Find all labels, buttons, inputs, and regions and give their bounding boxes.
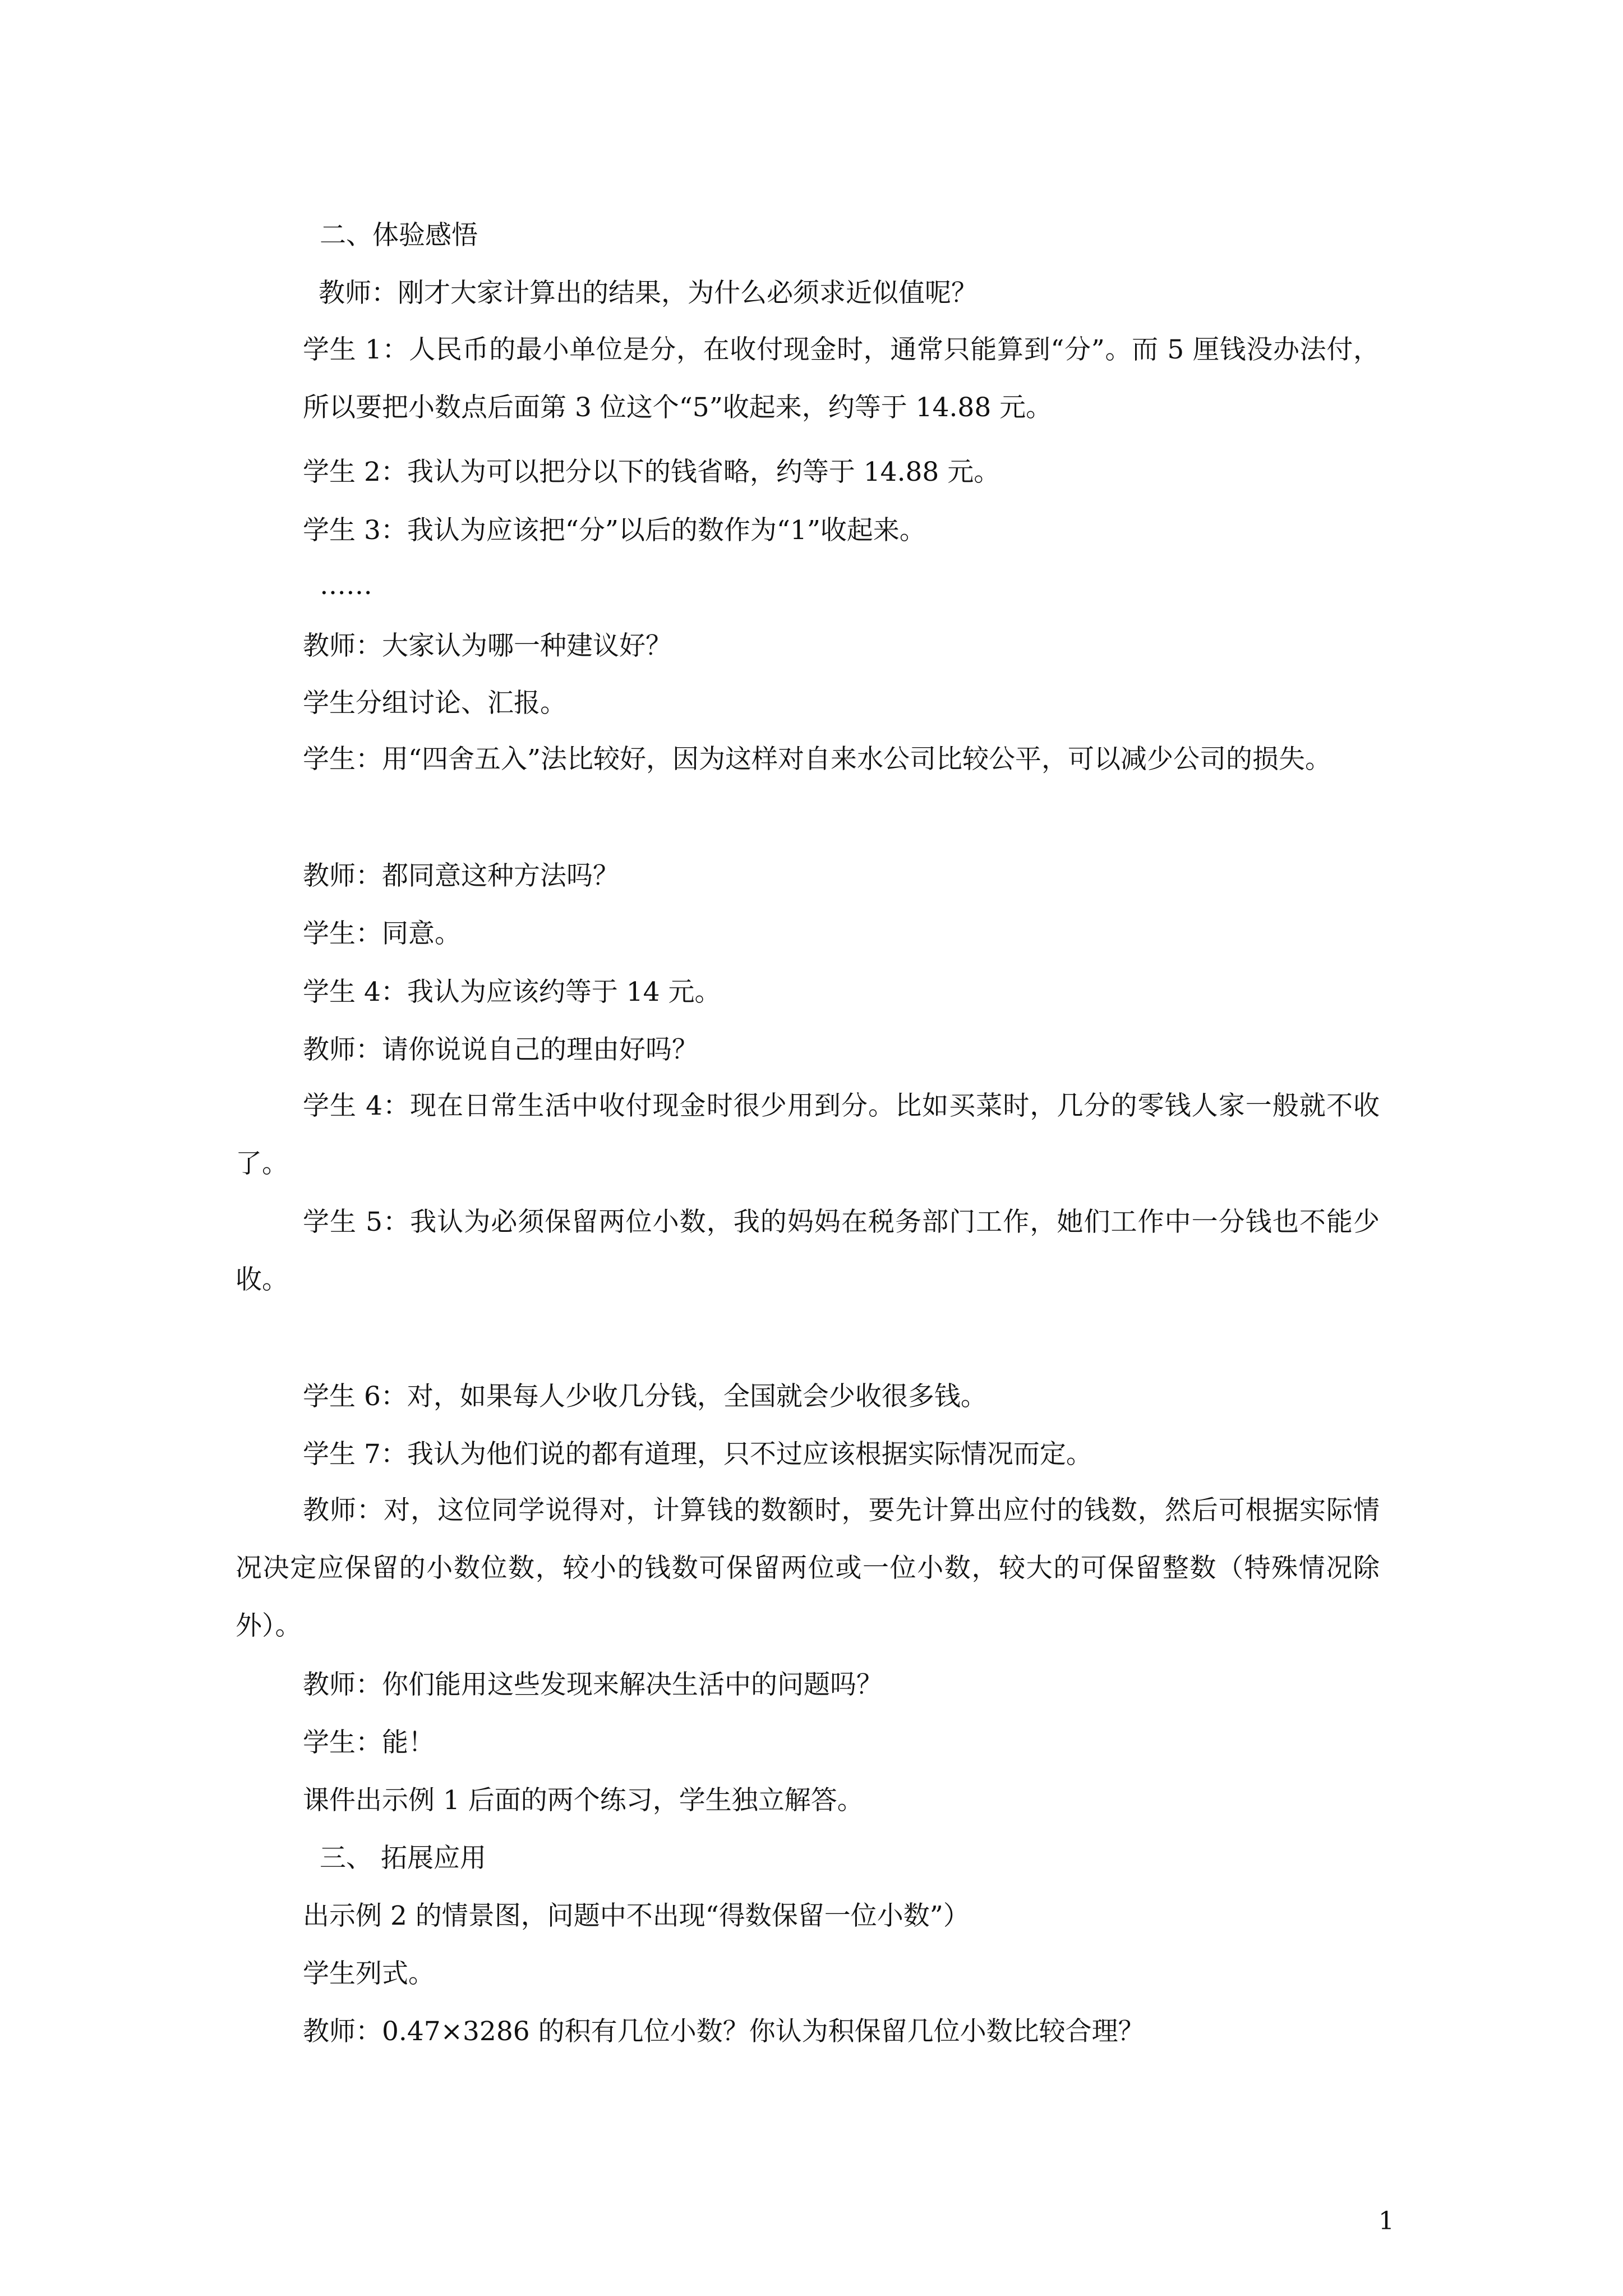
paragraph-15: 学生 6：对，如果每人少收几分钱，全国就会少收很多钱。 [303,1381,987,1412]
paragraph-9: 教师：都同意这种方法吗？ [303,861,619,891]
paragraph-1: 教师：刚才大家计算出的结果，为什么必须求近似值呢？ [319,278,978,309]
paragraph-16: 学生 7：我认为他们说的都有道理，只不过应该根据实际情况而定。 [303,1439,1092,1470]
page-number: 1 [1378,2207,1394,2235]
paragraph-21: 出示例 2 的情景图，问题中不出现“得数保留一位小数”） [303,1901,970,1931]
paragraph-2 [303,321,1380,436]
paragraph-7: 学生分组讨论、汇报。 [303,688,566,719]
paragraph-13 [236,1077,1380,1193]
paragraph-12: 教师：请你说说自己的理由好吗？ [303,1034,698,1065]
paragraph-3: 学生 2：我认为可以把分以下的钱省略，约等于 14.88 元。 [303,457,1000,487]
paragraph-18: 教师：你们能用这些发现来解决生活中的问题吗？ [303,1669,883,1700]
section-heading-3: 三、 拓展应用 [320,1843,486,1874]
paragraph-4: 学生 3：我认为应该把“分”以后的数作为“1”收起来。 [303,515,926,546]
paragraph-11: 学生 4：我认为应该约等于 14 元。 [303,977,721,1007]
paragraph-22: 学生列式。 [303,1958,435,1989]
paragraph-14 [236,1193,1380,1309]
paragraph-14-text: 学生 5：我认为必须保留两位小数，我的妈妈在税务部门工作，她们工作中一分钱也不能少收。 [236,1207,1380,1295]
paragraph-8 [236,730,1380,788]
paragraph-17 [236,1481,1380,1655]
paragraph-6: 教师：大家认为哪一种建议好？ [303,631,672,661]
ellipsis-line: …… [320,570,372,601]
paragraph-20: 课件出示例 1 后面的两个练习，学生独立解答。 [303,1785,864,1816]
paragraph-23: 教师：0.47×3286 的积有几位小数？你认为积保留几位小数比较合理？ [303,2016,1145,2047]
paragraph-13-text: 学生 4：现在日常生活中收付现金时很少用到分。比如买菜时，几分的零钱人家一般就不收了。 [236,1091,1380,1179]
section-heading-2: 二、体验感悟 [320,220,478,251]
paragraph-19: 学生：能！ [303,1727,435,1758]
paragraph-2-text: 学生 1：人民币的最小单位是分，在收付现金时，通常只能算到“分”。而 5 厘钱没办法付，所以要把小数点后面第 3 位这个“5”收起来，约等于 14.88 元。 [303,334,1380,423]
paragraph-8-text: 学生：用“四舍五入”法比较好，因为这样对自来水公司比较公平，可以减少公司的损失。 [303,744,1332,775]
paragraph-10: 学生：同意。 [303,918,461,949]
paragraph-17-text: 教师：对，这位同学说得对，计算钱的数额时，要先计算出应付的钱数，然后可根据实际情况决定应保留的小数位数，较小的钱数可保留两位或一位小数，较大的可保留整数（特殊情况除外）。 [236,1495,1380,1641]
